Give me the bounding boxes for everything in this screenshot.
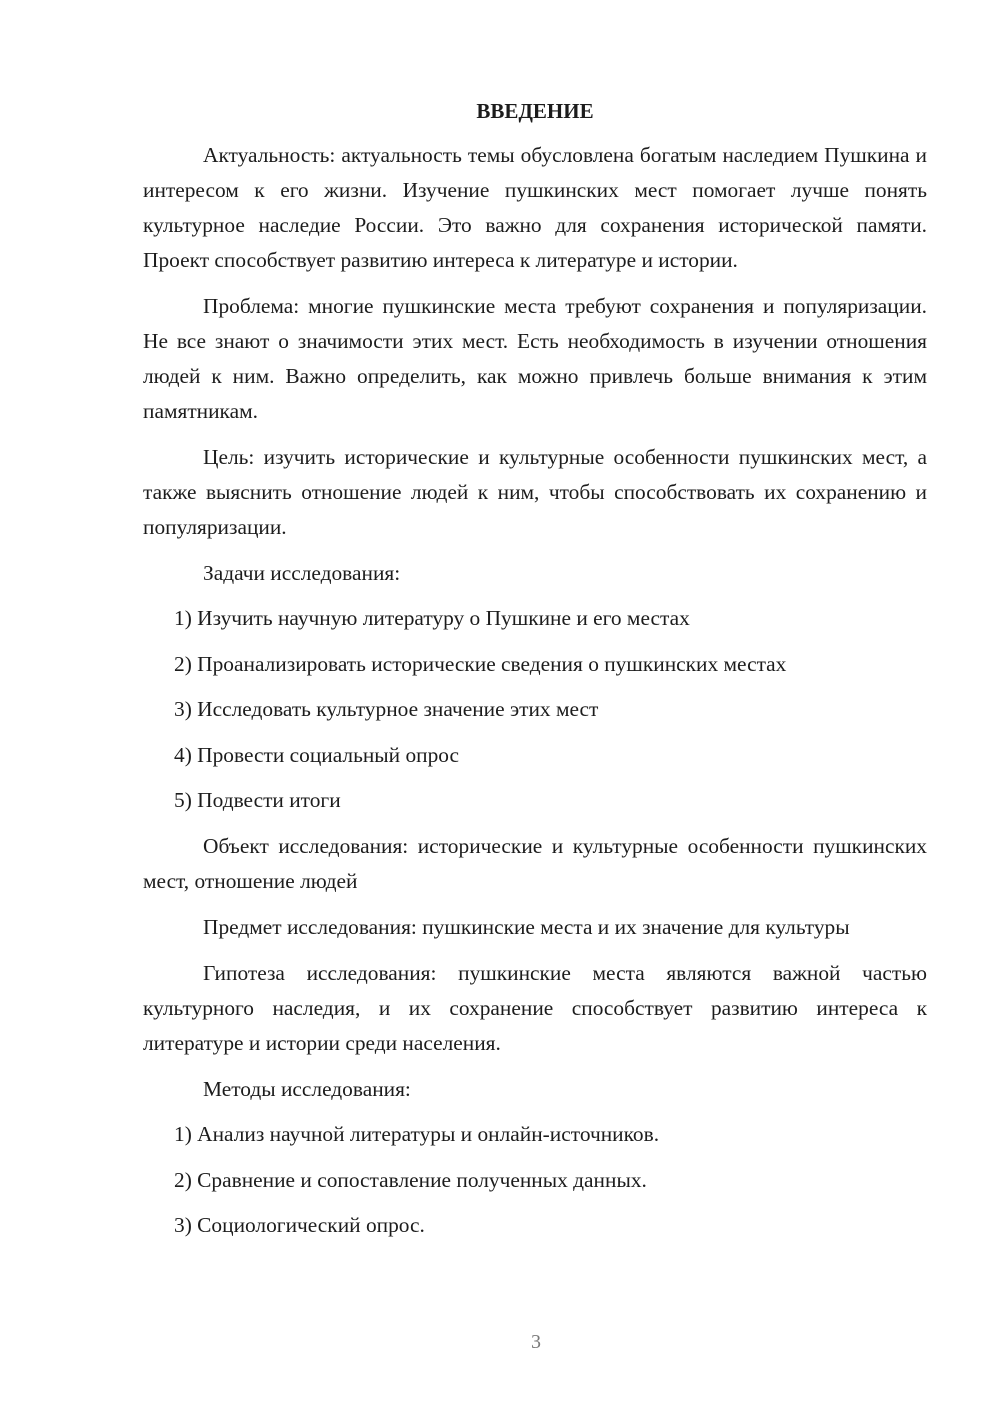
list-item: 1) Изучить научную литературу о Пушкине и его местах [174, 606, 690, 630]
list-item: 1) Анализ научной литературы и онлайн-источников. [174, 1122, 660, 1146]
list-item: 2) Сравнение и сопоставление полученных данных. [174, 1167, 647, 1192]
object-paragraph: Объект исследования: исторические и культурные особенности пушкинских мест, отношение людей [143, 834, 927, 893]
page-number: 3 [531, 1331, 541, 1353]
methods-title: Методы исследования: [203, 1077, 411, 1101]
subject-paragraph: Предмет исследования: пушкинские места и их значение для культуры [203, 915, 850, 939]
methods-list [143, 1117, 927, 1243]
list-item: 5) Подвести итоги [174, 788, 341, 812]
list-item: 3) Социологический опрос. [174, 1213, 425, 1237]
relevance-paragraph: Актуальность: актуальность темы обусловлена богатым наследием Пушкина и интересом к его жизни. Изучение пушкинских мест помогает лучше понять культурное наследие России. Это важно для сохранения исторической памяти. Проект способствует развитию интереса к литературе и истории. [143, 143, 927, 272]
list-item: 3) Исследовать культурное значение этих мест [174, 697, 599, 721]
tasks-title: Задачи исследования: [203, 561, 401, 585]
list-item: 2) Проанализировать исторические сведения о пушкинских местах [174, 651, 787, 676]
problem-paragraph: Проблема: многие пушкинские места требуют сохранения и популяризации. Не все знают о значимости этих мест. Есть необходимость в изучении отношения людей к ним. Важно определить, как можно привлечь больше внимания к этим памятникам. [143, 294, 927, 423]
section-heading: ВВЕДЕНИЕ [476, 99, 594, 123]
hypothesis-paragraph: Гипотеза исследования: пушкинские места являются важной частью культурного наследия, и их сохранение способствует развитию интереса к литературе и истории среди населения. [143, 961, 927, 1055]
tasks-list [143, 601, 927, 818]
goal-paragraph: Цель: изучить исторические и культурные особенности пушкинских мест, а также выяснить отношение людей к ним, чтобы способствовать их сохранению и популяризации. [143, 445, 927, 539]
list-item: 4) Провести социальный опрос [174, 742, 460, 767]
page-content [143, 94, 927, 1254]
